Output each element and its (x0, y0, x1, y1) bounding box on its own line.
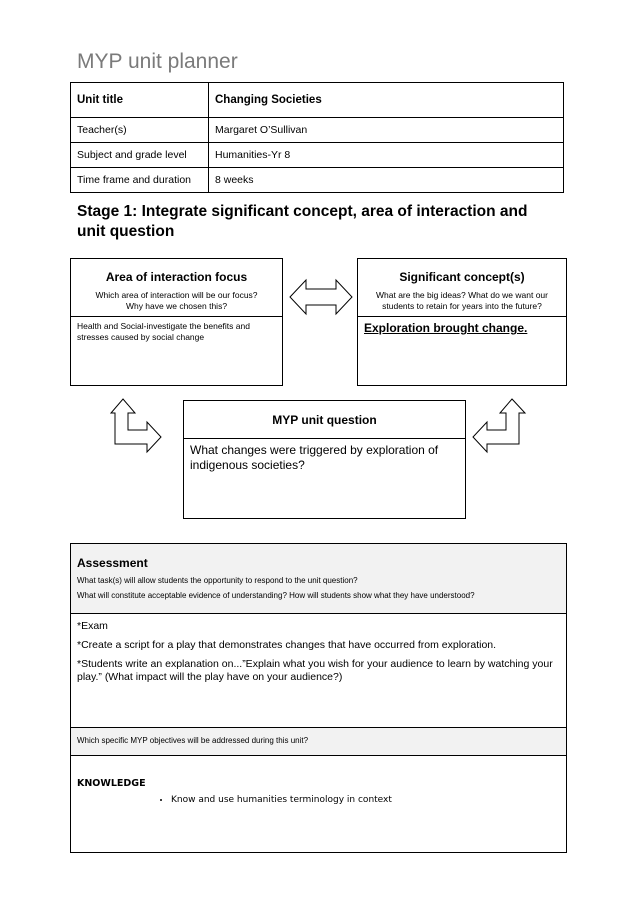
objectives-question: Which specific MYP objectives will be addressed during this unit? (71, 728, 566, 756)
bent-arrow-right-icon (110, 398, 162, 454)
concept-response: Exploration brought change. (364, 321, 528, 335)
assessment-section (70, 543, 567, 853)
row-label: Subject and grade level (71, 143, 209, 168)
assessment-task: *Exam (77, 620, 108, 632)
document-title: MYP unit planner (77, 50, 238, 73)
aoi-header (71, 259, 282, 317)
unit-question-response: What changes were triggered by exploration of indigenous societies? (190, 443, 439, 472)
significant-concept-box (357, 258, 567, 386)
table-row (71, 143, 564, 168)
assessment-question-2: What will constitute acceptable evidence of understanding? How will students show what they have understood? (77, 591, 475, 600)
row-value: Margaret O’Sullivan (209, 118, 564, 143)
row-value: Changing Societies (209, 83, 564, 118)
bent-arrow-left-icon (472, 398, 526, 454)
row-label: Teacher(s) (71, 118, 209, 143)
aoi-prompt: Which area of interaction will be our focus? Why have we chosen this? (95, 290, 258, 311)
assessment-question-1: What task(s) will allow students the opportunity to respond to the unit question? (77, 576, 358, 585)
assessment-task: *Create a script for a play that demonstrates changes that have occurred from exploration. (77, 639, 497, 651)
row-label: Time frame and duration (71, 168, 209, 193)
table-row (71, 118, 564, 143)
aoi-response: Health and Social-investigate the benefits and stresses caused by social change (77, 321, 250, 342)
concept-heading: Significant concept(s) (399, 270, 525, 284)
assessment-heading: Assessment (77, 556, 148, 570)
row-value: 8 weeks (209, 168, 564, 193)
row-value: Humanities-Yr 8 (209, 143, 564, 168)
assessment-task: *Students write an explanation on...”Explain what you wish for your audience to learn by watching your play.” (What impact will the play have on your audience?) (77, 658, 553, 683)
knowledge-item: • Know and use humanities terminology in context (171, 795, 560, 805)
double-arrow-icon (289, 278, 353, 316)
knowledge-list (151, 795, 560, 805)
stage1-heading: Stage 1: Integrate significant concept, area of interaction and unit question (77, 203, 528, 240)
unit-question-header (184, 401, 465, 439)
area-of-interaction-box (70, 258, 283, 386)
row-label: Unit title (71, 83, 209, 118)
concept-header (358, 259, 566, 317)
aoi-heading: Area of interaction focus (105, 270, 248, 284)
knowledge-heading: KNOWLEDGE (77, 778, 146, 789)
table-row (71, 83, 564, 118)
concept-prompt: What are the big ideas? What do we want our students to retain for years into the future? (376, 290, 548, 311)
knowledge-section (71, 756, 566, 805)
unit-info-table (70, 82, 564, 193)
unit-question-heading: MYP unit question (272, 413, 377, 427)
unit-question-box (183, 400, 466, 519)
assessment-header (71, 544, 566, 614)
assessment-tasks (71, 614, 566, 728)
table-row (71, 168, 564, 193)
